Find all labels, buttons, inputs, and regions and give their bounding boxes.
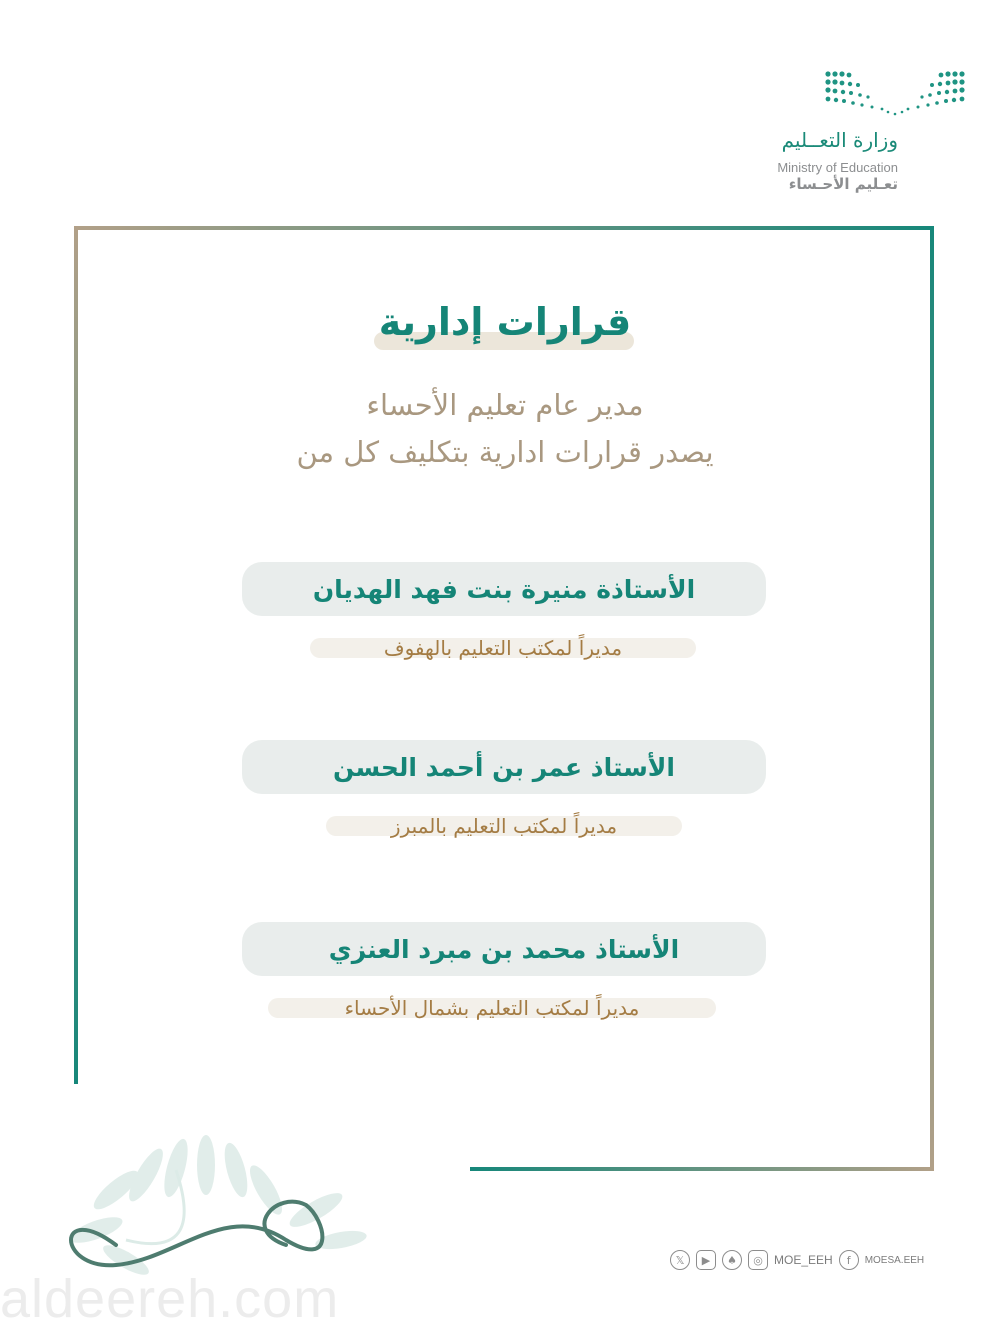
social-site[interactable]: MOESA.EEH	[864, 1254, 925, 1266]
appointee-name-card	[242, 562, 766, 616]
page-title: قرارات إدارية	[378, 300, 632, 344]
appointee-role	[268, 992, 716, 1024]
facebook-icon[interactable]: f	[839, 1250, 859, 1270]
appointee-name-card	[242, 922, 766, 976]
appointee-role-text: مديراً لمكتب التعليم بالهفوف	[383, 636, 623, 660]
youtube-icon[interactable]: ▶	[696, 1250, 716, 1270]
appointee-role-text: مديراً لمكتب التعليم بالمبرز	[390, 814, 618, 838]
appointee-role	[326, 810, 682, 842]
intro-line-1: مدير عام تعليم الأحساء	[366, 388, 644, 422]
x-icon[interactable]: 𝕏	[670, 1250, 690, 1270]
social-links	[670, 1246, 924, 1274]
appointee-role	[310, 632, 696, 664]
appointee-name: الأستاذة منيرة بنت فهد الهديان	[312, 574, 696, 604]
intro-line-2: يصدر قرارات ادارية بتكليف كل من	[296, 435, 714, 469]
snapchat-icon[interactable]: ♠	[722, 1250, 742, 1270]
appointee-name: الأستاذ عمر بن أحمد الحسن	[333, 752, 675, 782]
appointee-role-text: مديراً لمكتب التعليم بشمال الأحساء	[344, 996, 640, 1020]
appointee-name-card	[242, 740, 766, 794]
watermark: aldeereh.com	[0, 1269, 340, 1329]
department-name: تعـليم الأحـساء	[788, 175, 898, 193]
social-handle[interactable]: MOE_EEH	[774, 1253, 833, 1267]
ministry-name-arabic: وزارة التعــليم	[781, 128, 898, 152]
ministry-name-english: Ministry of Education	[777, 160, 898, 175]
appointee-name: الأستاذ محمد بن مبرد العنزي	[328, 934, 680, 964]
instagram-icon[interactable]: ◎	[748, 1250, 768, 1270]
